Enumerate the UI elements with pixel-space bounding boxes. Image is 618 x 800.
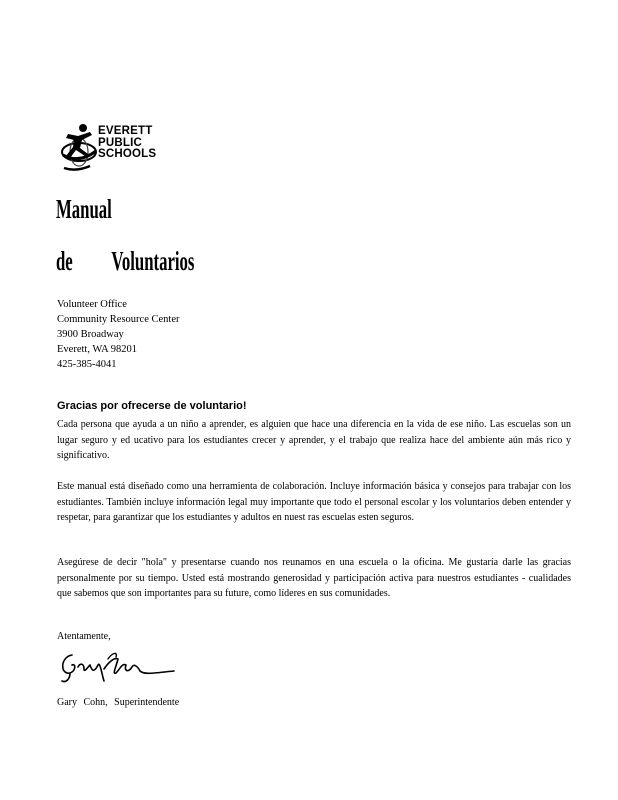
paragraph-1: Cada persona que ayuda a un niño a aprender, es alguien que hace una diferencia en la vida de ese niño. Las escuelas son un lugar seguro y ed ucativo para los estudiantes crecer y aprender, y el trabajo que realiza hace del ambiente aún más rico y significativo. bbox=[57, 419, 571, 461]
office-address bbox=[57, 297, 179, 372]
paragraph-2: Este manual está diseñado como una herramienta de colaboración. Incluye información básica y consejos para trabajar con los estudiantes. También incluye información legal muy importante que todo el personal escolar y los voluntarios deben entender y respetar, para garantizar que los estudiantes y adultos en nuest ras escuelas esten seguros. bbox=[57, 481, 571, 523]
phone-number: 425-385-4041 bbox=[57, 359, 117, 370]
address-line: 3900 Broadway bbox=[57, 329, 124, 340]
closing: Atentamente, bbox=[57, 631, 111, 642]
title-line-1: Manual bbox=[56, 194, 112, 224]
title-line-2: de Voluntarios bbox=[56, 246, 195, 276]
running-figure-globe-icon bbox=[60, 122, 100, 172]
signer-name: Gary Cohn, Superintendente bbox=[57, 697, 180, 708]
logo-line-2: PUBLIC bbox=[98, 136, 143, 149]
address-line: Everett, WA 98201 bbox=[57, 344, 138, 355]
logo-line-1: EVERETT bbox=[98, 125, 153, 137]
paragraph-3: Asegúrese de decir "hola" y presentarse cuando nos reunamos en una escuela o la oficina. Me gustaría darle las gracias personalmente por su tiempo. Usted está mostrando generosidad y participación activa para nuestros estudiantes - cualidades que sabemos que son importantes para su future, como líderes en sus comunidades. bbox=[57, 557, 571, 599]
letter-heading: Gracias por ofrecerse de voluntario! bbox=[57, 400, 247, 412]
address-line: Volunteer Office bbox=[57, 299, 127, 310]
address-line: Community Resource Center bbox=[57, 314, 180, 325]
logo-line-3: SCHOOLS bbox=[98, 148, 157, 160]
signature-image bbox=[58, 645, 178, 685]
district-logo bbox=[60, 122, 190, 172]
